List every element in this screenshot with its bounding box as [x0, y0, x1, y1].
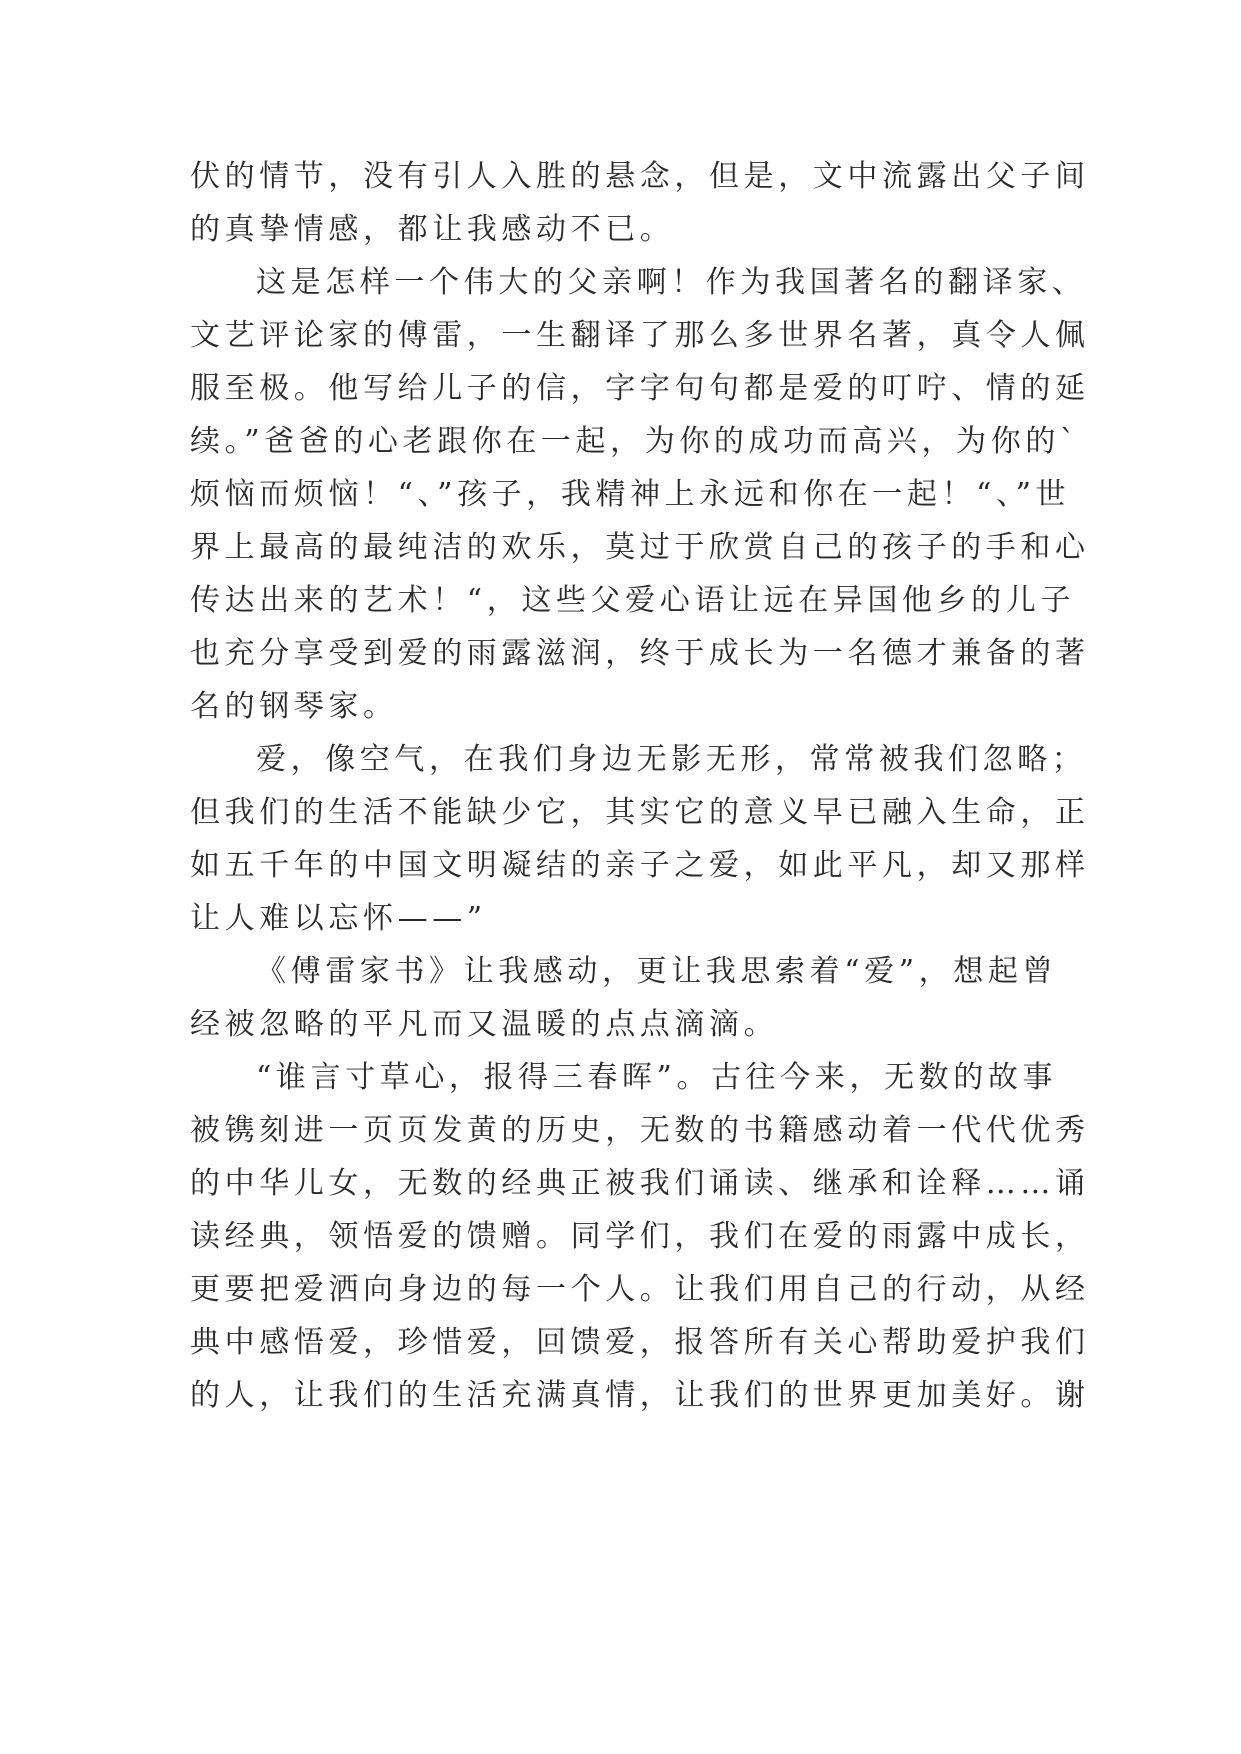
- text-line: 伏的情节，没有引人入胜的悬念，但是，文中流露出父子间: [190, 159, 1090, 194]
- text-line: 续。”爸爸的心老跟你在一起，为你的成功而高兴，为你的`: [190, 424, 1080, 459]
- text-line: 烦恼而烦恼！“、”孩子，我精神上永远和你在一起！“、”世: [190, 477, 1071, 512]
- text-line: 但我们的生活不能缺少它，其实它的意义早已融入生命，正: [190, 795, 1090, 830]
- text-line: 的人，让我们的生活充满真情，让我们的世界更加美好。谢: [190, 1378, 1090, 1413]
- text-line: 典中感悟爱，珍惜爱，回馈爱，报答所有关心帮助爱护我们: [190, 1325, 1090, 1360]
- paragraph-start-line: 爱，像空气，在我们身边无影无形，常常被我们忽略；: [256, 742, 1087, 777]
- text-line: 如五千年的中国文明凝结的亲子之爱，如此平凡，却又那样: [190, 848, 1090, 883]
- paragraph-start-line: “谁言寸草心，报得三春晖”。古往今来，无数的故事: [256, 1060, 1058, 1095]
- text-line: 读经典，领悟爱的馈赠。同学们，我们在爱的雨露中成长，: [190, 1219, 1090, 1254]
- text-line: 的真挚情感，都让我感动不已。: [190, 212, 675, 247]
- text-line: 服至极。他写给儿子的信，字字句句都是爱的叮咛、情的延: [190, 371, 1090, 406]
- text-line: 文艺评论家的傅雷，一生翻译了那么多世界名著，真令人佩: [190, 318, 1090, 353]
- text-line: 名的钢琴家。: [190, 689, 398, 724]
- paragraph-start-line: 这是怎样一个伟大的父亲啊！作为我国著名的翻译家、: [256, 265, 1087, 300]
- text-line: 的中华儿女，无数的经典正被我们诵读、继承和诠释……诵: [190, 1166, 1090, 1201]
- text-line: 更要把爱洒向身边的每一个人。让我们用自己的行动，从经: [190, 1272, 1090, 1307]
- text-line: 让人难以忘怀——”: [190, 901, 487, 936]
- text-line: 经被忽略的平凡而又温暖的点点滴滴。: [190, 1007, 779, 1042]
- text-line: 界上最高的最纯洁的欢乐，莫过于欣赏自己的孩子的手和心: [190, 530, 1090, 565]
- text-line: 被镌刻进一页页发黄的历史，无数的书籍感动着一代代优秀: [190, 1113, 1090, 1148]
- text-line: 传达出来的艺术！“，这些父爱心语让远在异国他乡的儿子: [190, 583, 1075, 618]
- text-line: 也充分享受到爱的雨露滋润，终于成长为一名德才兼备的著: [190, 636, 1090, 671]
- document-body: [190, 150, 1090, 1422]
- paragraph-start-line: 《傅雷家书》让我感动，更让我思索着“爱”，想起曾: [256, 954, 1058, 989]
